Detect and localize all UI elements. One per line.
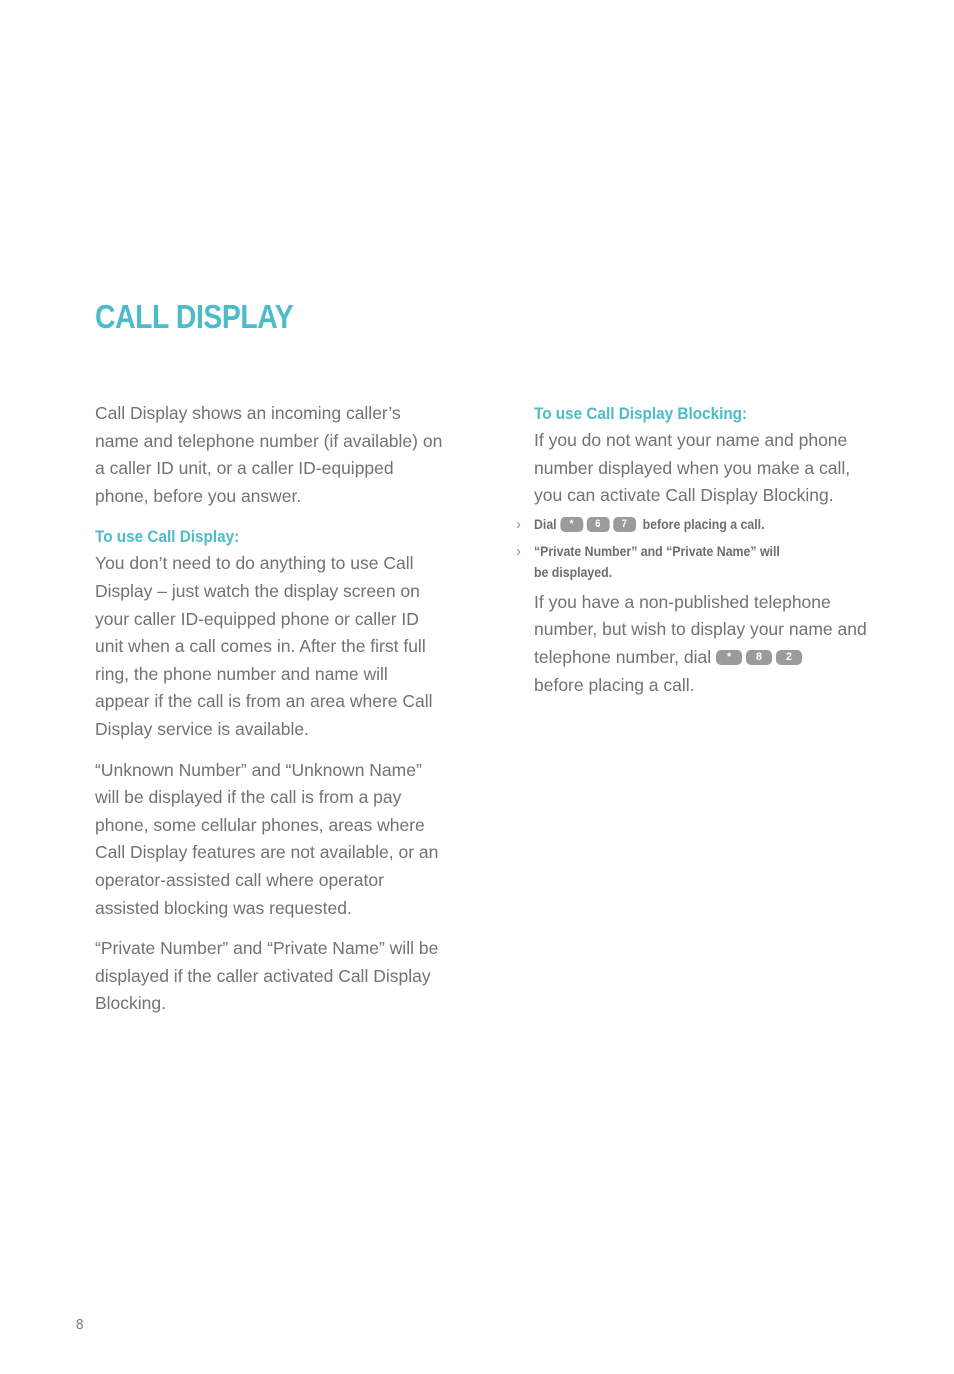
keypad-button-icon: 7 <box>613 517 636 532</box>
keypad-button-icon: 6 <box>586 517 609 532</box>
non-published-suffix: before placing a call. <box>534 674 695 695</box>
dial-label: Dial <box>534 515 557 532</box>
chevron-right-icon: › <box>516 515 521 533</box>
list-item <box>516 514 833 535</box>
use-call-display-text: You don’t need to do anything to use Call Display – just watch the display screen on your caller ID-equipped phone or caller ID unit when a call comes in. After the first full ring, the phone number and name will appear if the call is from an area where Call Display service is available. <box>95 553 433 739</box>
private-display-line2: be displayed. <box>534 563 613 580</box>
non-published-text: If you have a non-published telephone number, but wish to display your name and telephone number, dial <box>534 591 867 667</box>
right-column <box>516 400 874 699</box>
left-column <box>95 400 445 1018</box>
keypad-button-icon: * <box>716 650 742 665</box>
non-published-paragraph <box>534 589 874 699</box>
keypad-button-icon: 2 <box>776 650 802 665</box>
page-number: 8 <box>76 1316 84 1333</box>
unknown-number-paragraph: “Unknown Number” and “Unknown Name” will be displayed if the call is from a pay phone, some cellular phones, areas where Call Display features are not available, or an operator-assisted call where operator assisted blocking was requested. <box>95 759 439 918</box>
list-item <box>516 541 833 583</box>
blocking-intro: If you do not want your name and phone number displayed when you make a call, you can activate Call Display Blocking. <box>534 430 851 506</box>
keypad-button-icon: * <box>560 517 583 532</box>
chevron-right-icon: › <box>516 542 521 560</box>
private-number-paragraph: “Private Number” and “Private Name” will be displayed if the caller activated Call Display Blocking. <box>95 938 439 1014</box>
blocking-heading: To use Call Display Blocking: <box>534 404 748 423</box>
dial-suffix: before placing a call. <box>642 515 765 532</box>
page-title: CALL DISPLAY <box>95 298 294 335</box>
keypad-button-icon: 8 <box>746 650 772 665</box>
use-call-display-heading: To use Call Display: <box>95 527 240 547</box>
intro-paragraph: Call Display shows an incoming caller’s name and telephone number (if available) on a caller ID unit, or a caller ID-equipped phone, before you answer. <box>95 403 443 506</box>
blocking-steps <box>516 514 874 583</box>
private-display-line1: “Private Number” and “Private Name” will <box>534 542 780 559</box>
